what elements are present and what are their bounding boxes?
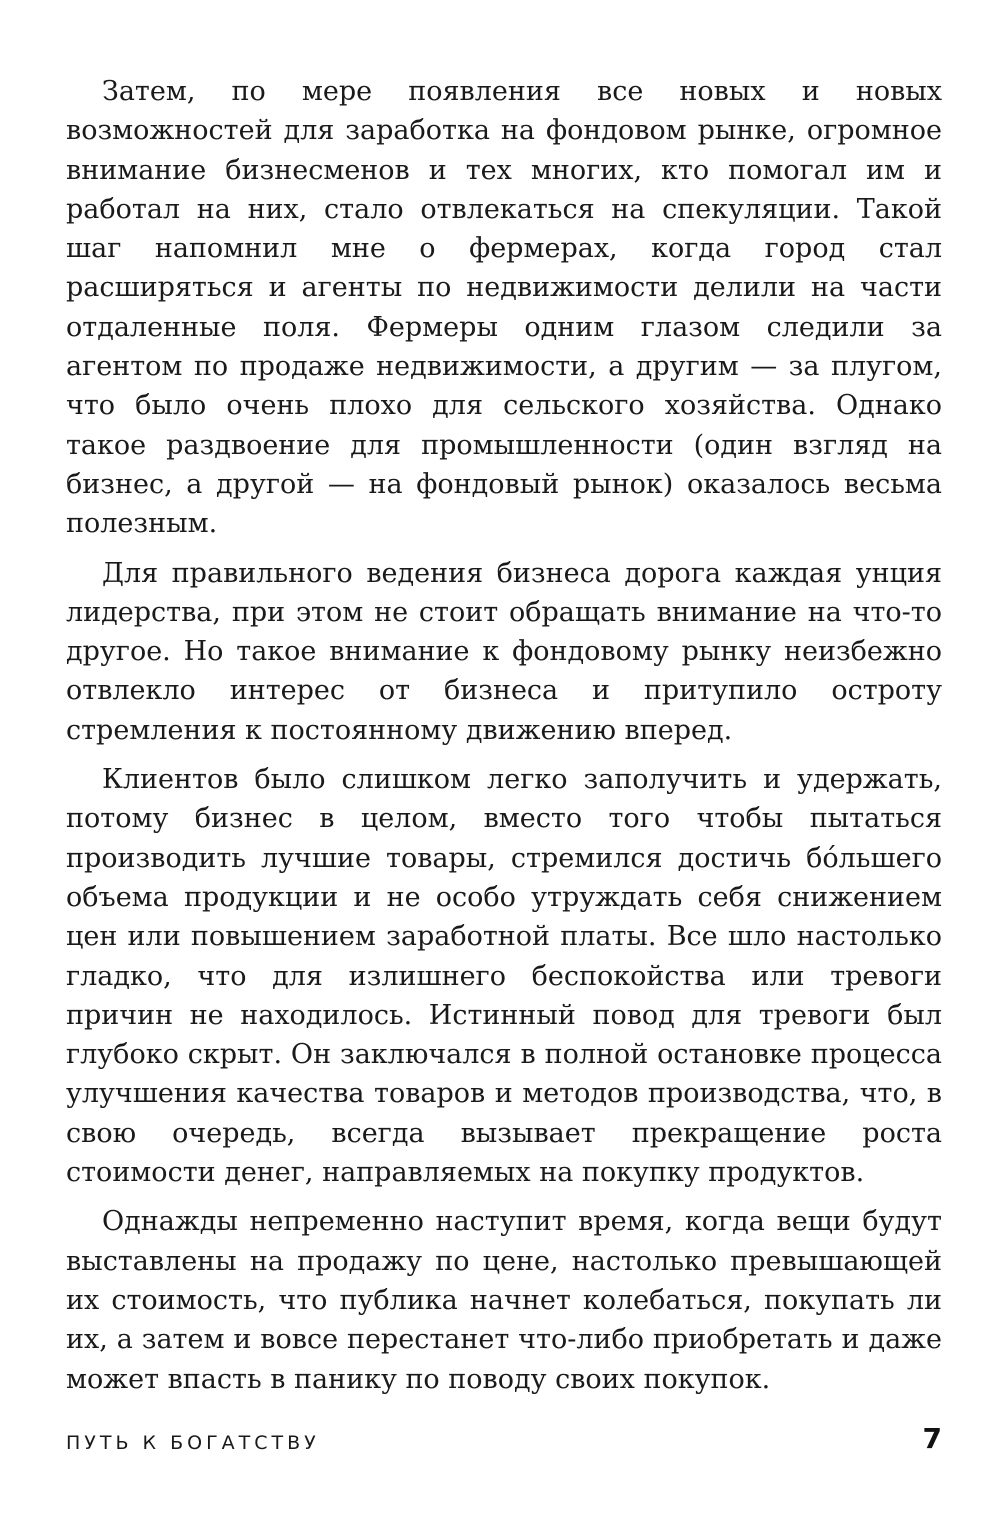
- paragraph-3: Клиентов было слишком легко заполучить и удержать, потому бизнес в целом, вместо того чтобы пытаться производить лучшие товары, стремился достичь бо́льшего объема продукции и не особо утруждать себя снижением цен или повышением заработной платы. Все шло настолько гладко, что для излишнего беспокойства или тревоги причин не находилось. Истинный повод для тревоги был глубоко скрыт. Он заключался в полной остановке процесса улучшения качества товаров и методов производства, что, в свою очередь, всегда вызывает прекращение роста стоимости денег, направляемых на покупку продуктов.: [66, 764, 942, 1189]
- page-number: 7: [922, 1422, 942, 1455]
- paragraph-4: Однажды непременно наступит время, когда вещи будут выставлены на продажу по цене, настолько превышающей их стоимость, что публика начнет колебаться, покупать ли их, а затем и вовсе перестанет что-либо приобретать и даже может впасть в панику по поводу своих покупок.: [66, 1206, 942, 1395]
- paragraph-1: Затем, по мере появления все новых и новых возможностей для заработка на фондовом рынке, огромное внимание бизнесменов и тех многих, кто помогал им и работал на них, стало отвлекаться на спекуляции. Такой шаг напомнил мне о фермерах, когда город стал расширяться и агенты по недвижимости делили на части отдаленные поля. Фермеры одним глазом следили за агентом по продаже недвижимости, а другим — за плугом, что было очень плохо для сельского хозяйства. Однако такое раздвоение для промышленности (один взгляд на бизнес, а другой — на фондовый рынок) оказалось весьма полезным.: [66, 76, 942, 540]
- body-text: [66, 72, 942, 1409]
- running-footer-title: ПУТЬ К БОГАТСТВУ: [66, 1432, 320, 1454]
- paragraph-2: Для правильного ведения бизнеса дорога каждая унция лидерства, при этом не стоит обращать внимание на что-то другое. Но такое внимание к фондовому рынку неизбежно отвлекло интерес от бизнеса и притупило остроту стремления к постоянному движению вперед.: [66, 557, 942, 746]
